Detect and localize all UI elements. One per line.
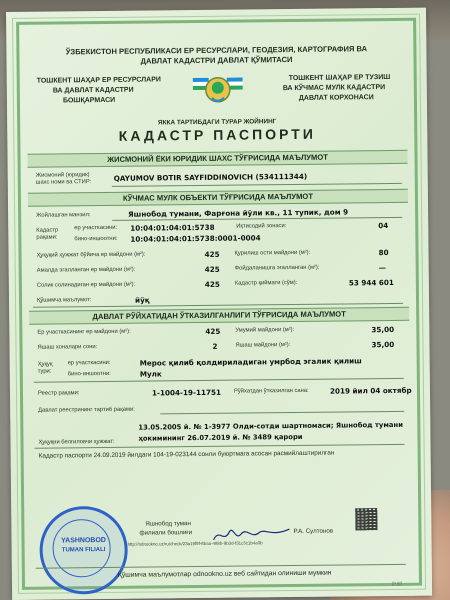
- signer-title-1: Яшнобод туман: [145, 520, 191, 528]
- right-type-label-2: тури:: [37, 368, 52, 375]
- zone-label: Иқтисодий зонаси:: [236, 223, 287, 230]
- signer-title-2: филиали бошлиғи: [139, 529, 193, 537]
- registration-date-label: Рўйхатдан ўтказилган сана:: [233, 387, 309, 395]
- corner-note: P.6f: [391, 581, 402, 588]
- left-org-2: ВА ДАВЛАТ КАДАСТРИ: [52, 86, 134, 95]
- actual-area-label: Амалда эгалланган ер майдони (м²):: [36, 266, 136, 274]
- land-plot-number: 10:04:01:04:01:5738: [130, 222, 215, 233]
- rooms-label: Яшаш хоналари сони:: [37, 344, 98, 351]
- owner-label-1: Жисмоний (юридик): [35, 172, 90, 179]
- rooms-value: 2: [212, 341, 218, 351]
- actual-area-value: 425: [204, 264, 220, 274]
- right-land-label: ер участкасини:: [67, 359, 111, 367]
- address-value: Яшнобод тумани, Фарғона йўли кв., 11 тупик, дом 9: [128, 207, 349, 219]
- land-area-value: 425: [205, 326, 221, 336]
- right-type-label-1: Ҳуқуқ: [37, 361, 53, 368]
- stamp-line-2: TUMAN FILIALI: [61, 546, 106, 554]
- cadastral-label-1: Кадастр: [36, 227, 59, 234]
- qr-code-icon: [355, 508, 377, 530]
- total-area-label: Умумий майдони (м²):: [235, 326, 295, 334]
- document-subtitle: ЯККА ТАРТИБДАГИ ТУРАР ЖОЙНИНГ: [157, 118, 277, 127]
- documents-line-2: ҳокимининг 26.07.2019 й. № 3489 қарори: [138, 432, 303, 443]
- documents-line-1: 13.05.2005 й. № 1-3977 Олди-сотди шартномаси; Яшнобод тумани: [138, 420, 403, 432]
- registration-date: 2019 йил 04 октябр: [329, 385, 412, 396]
- right-land-value: Мерос қилиб қолдириладиган умрбод эгалик қилиш: [139, 356, 362, 368]
- cadastral-passport-document: [6, 8, 432, 600]
- check-url: http://odnookno.uz/ru/check/23a19f9f-8baa-488b-9b3d-f31c3c1b4a0b: [127, 540, 263, 547]
- address-label: Жойлашган манзил:: [36, 212, 91, 219]
- built-area-value: 80: [378, 248, 389, 258]
- building-label: бино-иншоотни:: [74, 235, 118, 243]
- living-area-value: 35,00: [371, 339, 395, 350]
- registry-label: Реестр рақами:: [37, 390, 80, 397]
- unused-label: Фойдаланишга эгалланган (м²):: [234, 264, 320, 272]
- extra-info-value: йўқ: [134, 295, 150, 305]
- left-org-1: ТОШКЕНТ ШАҲАР ЕР РЕСУРСЛАРИ: [36, 76, 161, 85]
- living-area-label: Яшаш майдони (м²):: [235, 342, 291, 349]
- taxable-area-label: Солик солинадиган ер майдони (м²):: [36, 281, 136, 289]
- document-title: КАДАСТР ПАСПОРТИ: [118, 125, 316, 144]
- extra-info-label: Қўшимча маълумот:: [36, 297, 92, 304]
- stamp-line-1: YASHNOBOD: [61, 536, 107, 545]
- right-building-label: бино-иншоотни:: [67, 370, 111, 378]
- cadastral-value: 53 944 601: [348, 277, 394, 288]
- taxable-area-value: 425: [204, 279, 220, 289]
- right-org-2: ВА КЎЧМАС МУЛК КАДАСТРИ: [282, 84, 386, 93]
- right-building-value: Мулк: [139, 369, 162, 379]
- cadastral-value-label: Кадастр қиймати (сўм):: [234, 279, 298, 287]
- zone-value: 04: [378, 221, 389, 231]
- land-area-label: Ер участкасининг ер майдони (м²):: [37, 328, 131, 336]
- footer-note: Қўшимча маълумотлар odnookno.uz веб сайтидан олиниши мумкин: [117, 569, 332, 579]
- owner-name: QAYUMOV BOTIR SAYFIDDINOVICH (534111344): [113, 171, 308, 183]
- left-org-3: БОШҚАРМАСИ: [62, 96, 116, 105]
- issued-note: Кадастр паспорти 24.09.2019 йилдаги 104-19-023144 сонли буюртмага асосан расмийлаштирилган: [38, 449, 335, 460]
- total-area-value: 35,00: [371, 324, 395, 335]
- unused-value: —: [378, 263, 386, 273]
- owner-label-2: шахс номи ва СТИР:: [35, 179, 92, 186]
- building-number: 10:04:01:04:01:5738:0001-0004: [130, 233, 261, 244]
- cadastral-label-2: рақами:: [36, 234, 58, 241]
- built-area-label: Қурилиш ости майдони (м²):: [234, 249, 311, 257]
- official-stamp: [39, 506, 128, 595]
- right-org-1: ТОШКЕНТ ШАҲАР ЕР ТУЗИШ: [288, 73, 391, 83]
- republic-line: ЎЗБЕКИСТОН РЕСПУБЛИКАСИ ЕР РЕСУРСЛАРИ, ГЕОДЕЗИЯ, КАРТОГРАФИЯ ВА: [65, 44, 368, 57]
- land-plot-label: ер участкасини:: [74, 224, 118, 232]
- serial-label: Давлат реестрининг тартиб рақами:: [38, 406, 135, 414]
- committee-line: ДАВЛАТ КАДАСТРИ ДАВЛАТ ҚЎМИТАСИ: [140, 55, 293, 66]
- legal-area-value: 425: [204, 249, 220, 259]
- registration-section-heading: ДАВЛАТ РЎЙХАТИДАН ЎТКАЗИЛГАНЛИГИ ТЎҒРИСИДА МАЪЛУМОТ: [29, 307, 409, 325]
- documents-label: Ҳуқуқни белгиловчи ҳужжат:: [38, 438, 115, 446]
- signer-name: Р.А. Султонов: [293, 527, 334, 536]
- right-org-3: ДАВЛАТ КОРХОНАСИ: [298, 94, 374, 102]
- owner-section-heading: ЖИСМОНИЙ ЁКИ ЮРИДИК ШАХС ТЎҒРИСИДА МАЪЛУМОТ: [27, 150, 407, 168]
- object-section-heading: КЎЧМАС МУЛК ОБЪЕКТИ ТЎҒРИСИДА МАЪЛУМОТ: [28, 189, 408, 207]
- emblem-icon: [193, 72, 243, 113]
- registry-number: 1-1004-19-11751: [151, 387, 222, 398]
- legal-area-label: Ҳуқуқий ҳужжат бўйича ер майдони (м²):: [36, 251, 146, 259]
